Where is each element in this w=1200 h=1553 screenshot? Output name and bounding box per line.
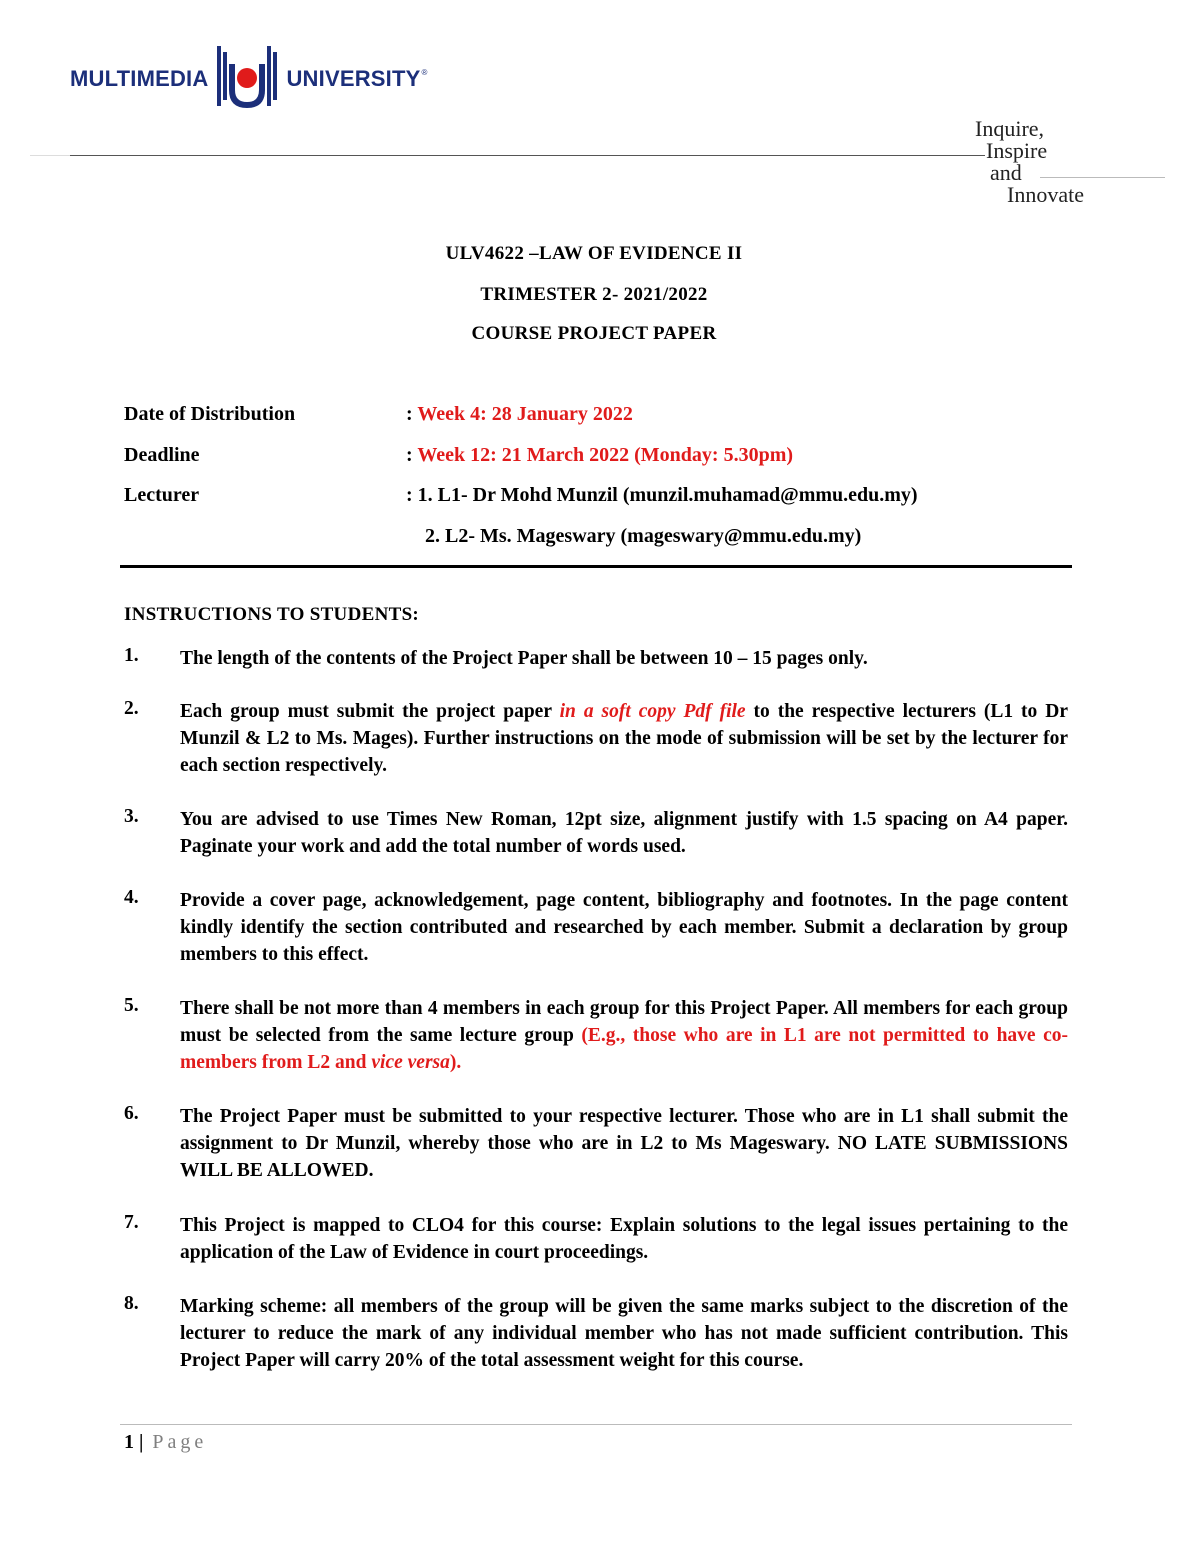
trimester-title: TRIMESTER 2- 2021/2022 (480, 284, 708, 305)
distribution-date: Week 4: 28 January 2022 (417, 403, 633, 425)
distribution-value (406, 403, 633, 426)
tagline-and: and (990, 160, 1022, 185)
deadline-date: Week 12: 21 March 2022 (Monday: 5.30pm) (417, 444, 794, 466)
item-text: Marking scheme: all members of the group will be given the same marks subject to the discretion of the lecturer to reduce the mark of any individual member who has not made sufficient contribution. This Project Paper will carry 20% of the total assessment weight for this course. (180, 1296, 1068, 1371)
item-text: You are advised to use Times New Roman, 12pt size, alignment justify with 1.5 spacing on A4 paper. Paginate your work and add the total number of words used. (180, 809, 1068, 857)
instruction-item (124, 645, 1068, 672)
footer-rule (120, 1424, 1072, 1425)
lecturer-2: 2. L2- Ms. Mageswary (mageswary@mmu.edu.my) (425, 525, 862, 547)
lecturer-1: : 1. L1- Dr Mohd Munzil (munzil.muhamad@mmu.edu.my) (406, 484, 918, 506)
university-emblem-icon (212, 44, 282, 114)
item-text: The Project Paper must be submitted to your respective lecturer. Those who are in L1 shall submit the assignment to Dr Munzil, whereby those who are in L2 to Ms Mageswary. NO LATE SUBMISSIONS WILL BE ALLOWED. (180, 1106, 1068, 1181)
instruction-item (124, 1103, 1068, 1184)
item-number: 7. (124, 1212, 139, 1233)
instructions-heading: INSTRUCTIONS TO STUDENTS: (124, 604, 420, 625)
page-separator: | (139, 1431, 144, 1453)
tagline-innovate: Innovate (1007, 182, 1084, 207)
item-number: 8. (124, 1293, 139, 1314)
item-text: This Project is mapped to CLO4 for this course: Explain solutions to the legal issues pertaining to the application of the Law of Evidence in court proceedings. (180, 1215, 1068, 1263)
instruction-item (124, 995, 1068, 1076)
instruction-item (124, 1212, 1068, 1266)
page-word: Page (152, 1431, 208, 1453)
item-number: 4. (124, 887, 139, 908)
item-text (180, 995, 1068, 1076)
item-text: The length of the contents of the Project Paper shall be between 10 – 15 pages only. (180, 648, 868, 669)
page-number: 1 (124, 1431, 134, 1453)
section-divider (120, 565, 1072, 568)
instruction-item (124, 806, 1068, 860)
paper-title: COURSE PROJECT PAPER (471, 323, 717, 344)
tagline-inspire: Inspire (986, 138, 1048, 163)
deadline-value (406, 444, 793, 467)
item-text-emphasis: in a soft copy Pdf file (559, 701, 746, 722)
page-footer (124, 1431, 207, 1454)
item-text-red: (E.g., those who are in L1 are not permitted to have co-members from L2 and (180, 1025, 1068, 1073)
header-rule-tail (1040, 177, 1165, 178)
item-text-pre: Each group must submit the project paper (180, 701, 560, 722)
item-text-red-end: ). (449, 1052, 462, 1073)
item-number: 1. (124, 645, 139, 666)
deadline-label: Deadline (124, 444, 200, 466)
instruction-item (124, 887, 1068, 968)
item-text-post: to the respective lecturers (L1 to Dr Munzil & L2 to Ms. Mages). Further instructions on the mode of submission will be set by the lecturer for each section respectively. (180, 701, 1068, 776)
item-number: 6. (124, 1103, 139, 1124)
instruction-item (124, 1293, 1068, 1374)
course-title: ULV4622 –LAW OF EVIDENCE II (445, 243, 743, 264)
registered-mark: ® (421, 68, 428, 77)
tagline-inquire: Inquire, (975, 116, 1045, 141)
logo-text-left: MULTIMEDIA (70, 66, 209, 91)
university-logo (70, 44, 427, 114)
header-rule (70, 155, 985, 156)
distribution-label: Date of Distribution (124, 403, 296, 425)
deadline-colon: : (406, 444, 418, 466)
instruction-item (124, 698, 1068, 779)
item-text: Provide a cover page, acknowledgement, page content, bibliography and footnotes. In the page content kindly identify the section contributed and researched by each member. Submit a declaration by group members to this effect. (180, 890, 1068, 965)
distribution-colon: : (406, 403, 418, 425)
lecturer-label: Lecturer (124, 484, 200, 506)
item-number: 3. (124, 806, 139, 827)
logo-text-right: UNIVERSITY (286, 66, 421, 91)
item-text-pre: There shall be not more than 4 members in each group for this Project Paper. All members for each group must be selected from the same lecture group (180, 998, 1068, 1046)
item-number: 2. (124, 698, 139, 719)
item-number: 5. (124, 995, 139, 1016)
item-text-emphasis: vice versa (371, 1052, 450, 1073)
item-text (180, 698, 1068, 779)
